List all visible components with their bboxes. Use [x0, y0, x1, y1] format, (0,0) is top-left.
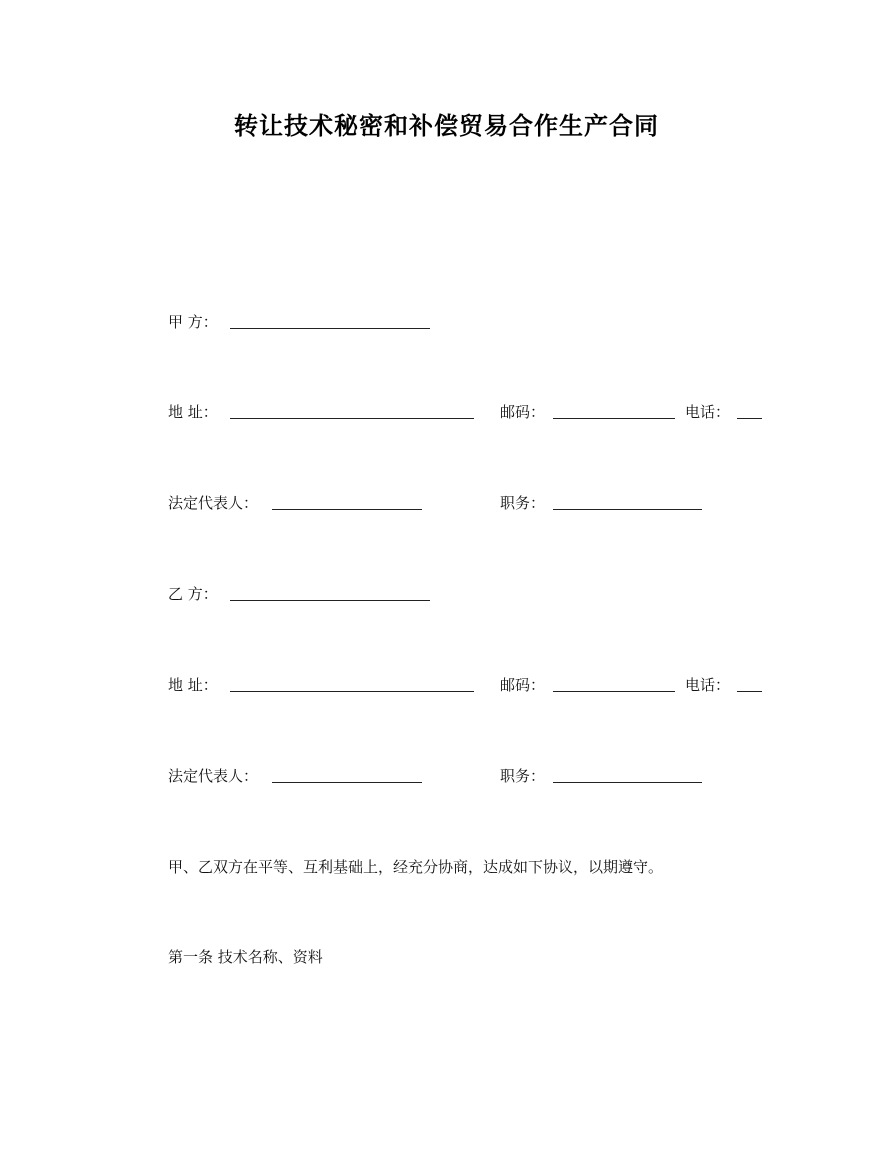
party-a-address-blank [230, 418, 474, 419]
party-a-legal-rep-row [0, 491, 893, 515]
party-a-address-label: 地 址： [168, 403, 218, 421]
party-a-postcode-label: 邮码： [500, 403, 546, 421]
party-b-address-row [0, 673, 893, 697]
party-b-legal-rep-label: 法定代表人： [168, 767, 259, 785]
party-a-legal-rep-blank [272, 509, 422, 510]
party-a-name-row [0, 310, 893, 334]
party-b-name-row [0, 582, 893, 606]
party-b-legal-rep-blank [272, 782, 422, 783]
party-b-phone-blank [737, 691, 762, 692]
document-title: 转让技术秘密和补偿贸易合作生产合同 [234, 112, 659, 140]
article-1-heading: 第一条 技术名称、资料 [168, 948, 323, 966]
party-b-address-label: 地 址： [168, 676, 218, 694]
party-a-postcode-blank [553, 418, 675, 419]
party-a-phone-label: 电话： [685, 403, 731, 421]
party-a-legal-rep-label: 法定代表人： [168, 494, 259, 512]
party-a-position-label: 职务： [500, 494, 546, 512]
party-b-name-label: 乙 方： [168, 585, 218, 603]
party-b-phone-label: 电话： [685, 676, 731, 694]
preamble-paragraph: 甲、乙双方在平等、互利基础上，经充分协商，达成如下协议，以期遵守。 [168, 858, 664, 876]
party-a-address-row [0, 400, 893, 424]
party-a-position-blank [553, 509, 702, 510]
party-a-name-blank [230, 328, 430, 329]
party-b-postcode-label: 邮码： [500, 676, 546, 694]
party-b-postcode-blank [553, 691, 675, 692]
party-b-position-label: 职务： [500, 767, 546, 785]
party-b-position-blank [553, 782, 702, 783]
party-b-legal-rep-row [0, 764, 893, 788]
party-b-address-blank [230, 691, 474, 692]
party-a-name-label: 甲 方： [168, 313, 218, 331]
party-a-phone-blank [737, 418, 762, 419]
party-b-name-blank [230, 600, 430, 601]
